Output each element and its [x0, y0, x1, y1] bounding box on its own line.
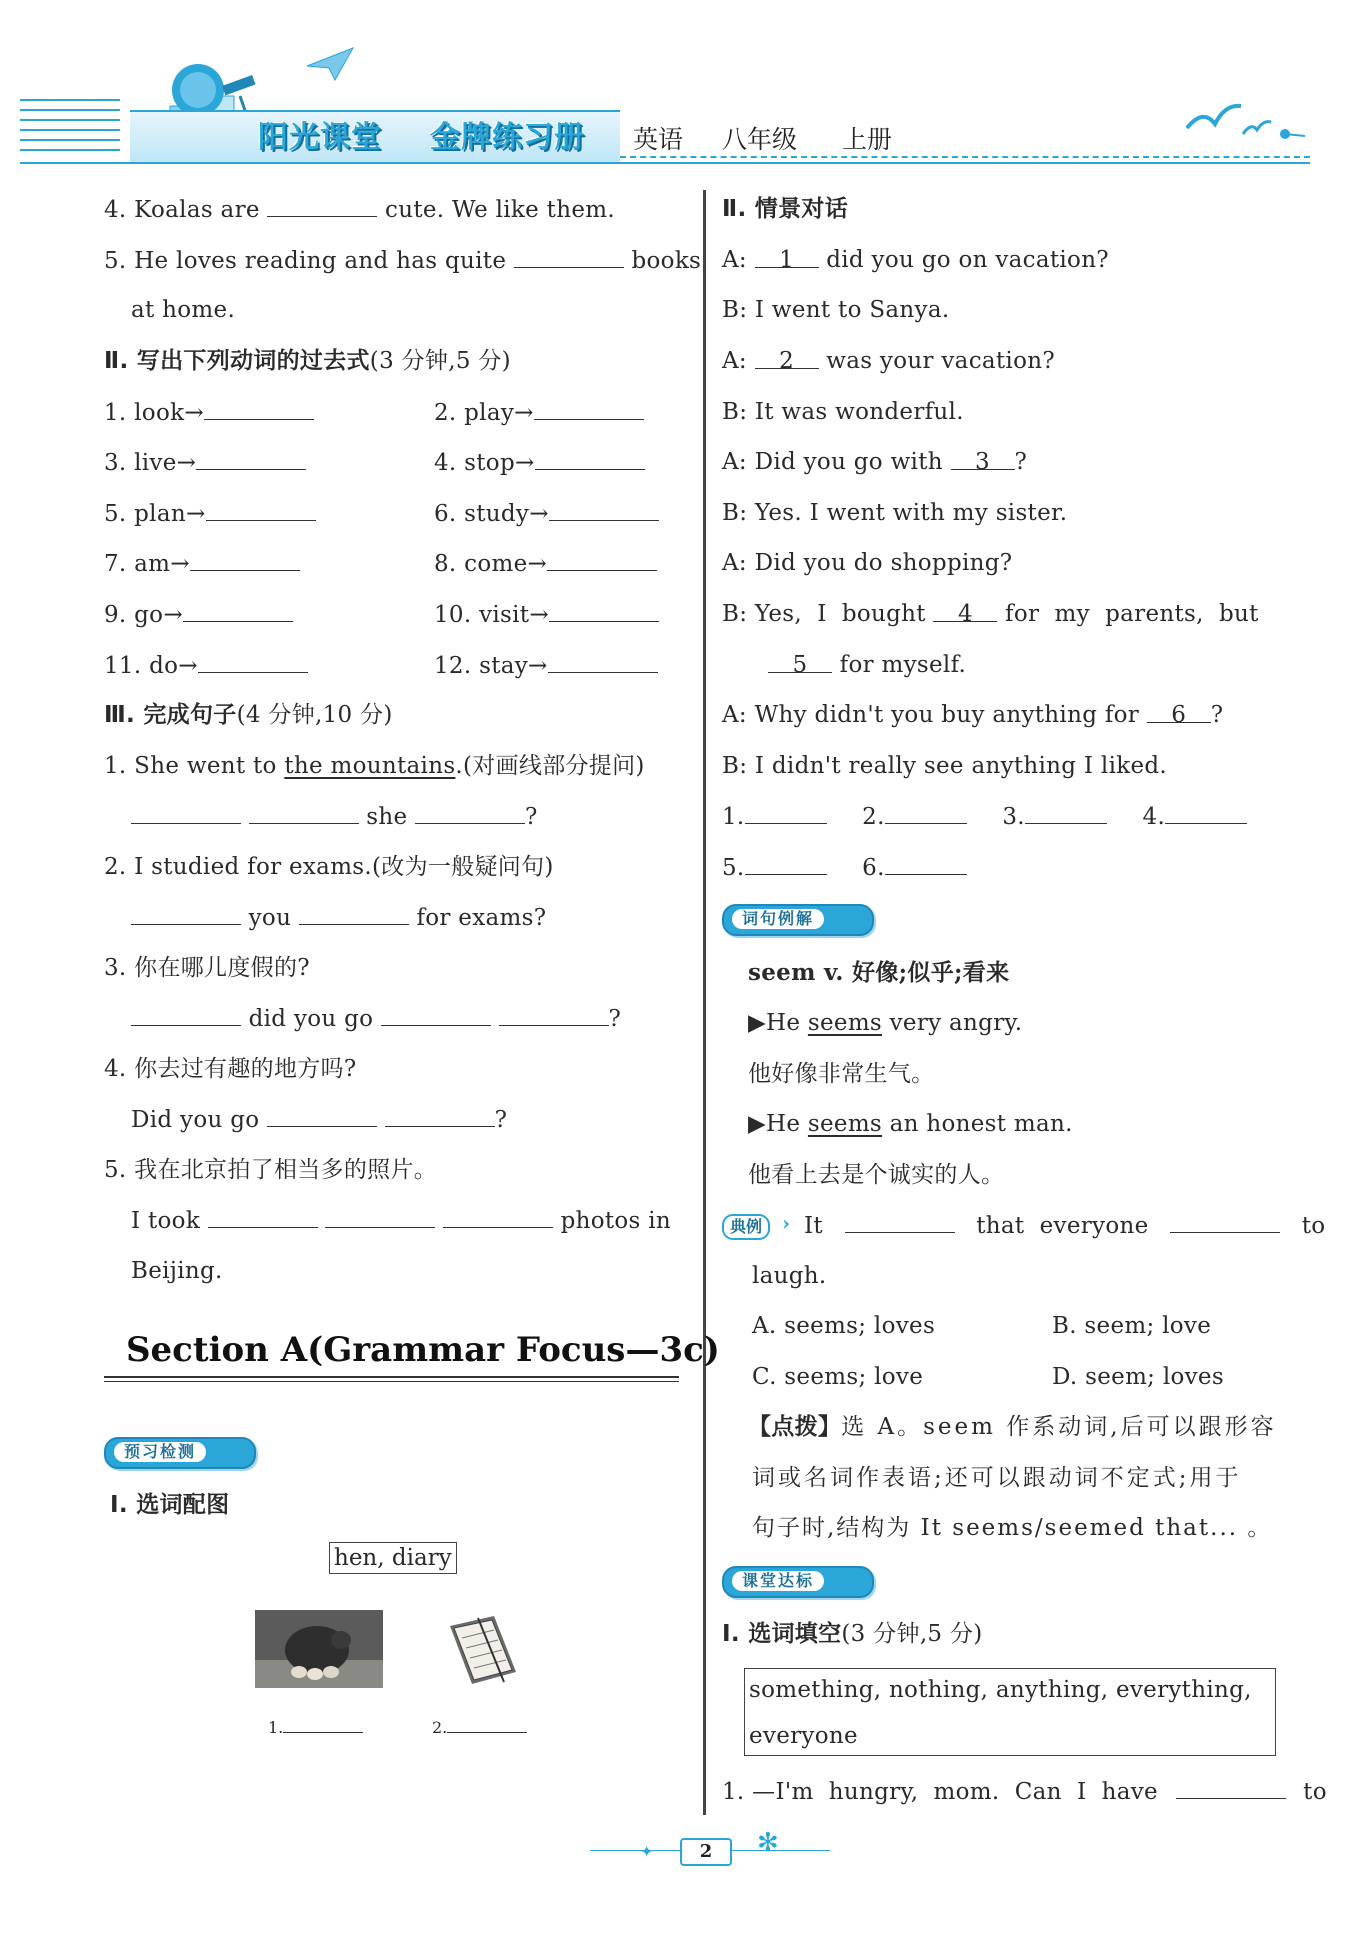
answer-label: 2. [862, 804, 885, 830]
verb-item [434, 599, 659, 630]
sentence-3: 3. 你在哪儿度假的? [104, 955, 310, 981]
dialog-text: was your vacation? [826, 348, 1055, 374]
speaker: B: [722, 753, 748, 779]
vocab-tag-label: 词句例解 [732, 909, 824, 929]
verb-item [104, 599, 293, 630]
answer-blank[interactable] [1165, 801, 1247, 824]
pic-label-1-text: 1. [268, 1718, 284, 1737]
pic-label-2-text: 2. [432, 1718, 448, 1737]
s1-blank-1[interactable] [131, 801, 241, 824]
picture-section-title [110, 1490, 229, 1520]
option-a[interactable]: A. seems; loves [752, 1313, 936, 1339]
verb-label: 9. go→ [104, 602, 183, 628]
play-arrow-icon: ▶ [748, 1010, 766, 1036]
sentence-4: 4. 你去过有趣的地方吗? [104, 1056, 357, 1082]
s5-blank-1[interactable] [208, 1205, 318, 1228]
word-bank-line-2: everyone [749, 1723, 858, 1749]
section-3-title: Ⅲ. 完成句子 [104, 702, 237, 728]
dialog-text: Did you do shopping? [754, 550, 1013, 576]
volume-label: 上册 [842, 125, 893, 154]
example-question-cont: laugh. [752, 1263, 827, 1289]
speaker: B: [722, 297, 748, 323]
answer-row-1 [722, 801, 1247, 832]
sentence-3-answer: did you go ? [131, 1003, 621, 1034]
class-tag-label: 课堂达标 [732, 1571, 824, 1591]
dialog-line [722, 751, 1167, 781]
s2-word: you [248, 905, 292, 931]
verb-label: 1. look→ [104, 400, 204, 426]
dialog-line [722, 245, 1109, 275]
option-b[interactable]: B. seem; love [1052, 1313, 1212, 1339]
s4-words: Did you go [131, 1107, 260, 1133]
s5-word: I took [131, 1208, 201, 1234]
speaker: A: [722, 348, 747, 374]
sentence-5-cont: Beijing. [131, 1258, 223, 1284]
s3-blank-3[interactable] [499, 1003, 609, 1026]
header-rule [20, 162, 1310, 164]
answer-blank[interactable] [1025, 801, 1107, 824]
q4-text: 4. Koalas are [104, 197, 260, 223]
play-arrow-icon: ▶ [748, 1111, 766, 1137]
verb-blank[interactable] [549, 599, 659, 622]
section-heading-rule [104, 1376, 679, 1378]
verb-item [434, 548, 657, 579]
sentence-5-answer [131, 1205, 671, 1236]
sentence-1 [104, 751, 645, 781]
ex2-text: He [766, 1111, 808, 1137]
verb-blank[interactable] [549, 498, 659, 521]
r-section-2-heading [722, 194, 848, 224]
answer-row-2 [722, 852, 967, 883]
ex1-text-end: very angry. [882, 1010, 1023, 1036]
fq1-text: 1. —I'm hungry, mom. Can I have [722, 1779, 1158, 1805]
verb-label: 7. am→ [104, 551, 190, 577]
word-box: hen, diary [329, 1542, 457, 1574]
dialog-blank-6[interactable]: 6 [1147, 700, 1211, 723]
dialog-line [722, 700, 1223, 730]
section-3-heading [104, 700, 393, 730]
verb-item [434, 650, 658, 681]
s2-blank-2[interactable] [299, 902, 409, 925]
brand-title-1: 阳光课堂 [258, 120, 382, 155]
q5-text-end: books [631, 248, 702, 274]
tip-line-1 [748, 1412, 1277, 1442]
pic-blank-2[interactable] [447, 1718, 527, 1733]
q5-text: 5. He loves reading and has quite [104, 248, 507, 274]
section-3-time: (4 分钟,10 分) [236, 702, 393, 728]
s1-word: she [366, 804, 408, 830]
verb-blank[interactable] [534, 397, 644, 420]
dialog-line [722, 498, 1067, 528]
speaker: A: [722, 550, 747, 576]
sparkle-icon: ✦ [640, 1842, 654, 1861]
seem-head: seem v. 好像;似乎;看来 [748, 959, 1010, 986]
dialog-text-end: ? [1014, 449, 1028, 475]
sentence-4-answer: Did you go ? [131, 1104, 507, 1135]
answer-blank[interactable] [745, 852, 827, 875]
tip-label: 【点拨】 [748, 1414, 842, 1440]
exercise-4 [104, 194, 615, 225]
s4-blank-1[interactable] [267, 1104, 377, 1127]
page-number: 2 [680, 1838, 732, 1866]
fill-question-1 [722, 1776, 1327, 1807]
dialog-line [722, 447, 1027, 477]
pic-title: Ⅰ. 选词配图 [110, 1492, 230, 1518]
r-section-1-title: Ⅰ. 选词填空 [722, 1621, 842, 1647]
pic-blank-1[interactable] [283, 1718, 363, 1733]
s5-word-end: photos in [560, 1208, 672, 1234]
ex1-text: He [766, 1010, 808, 1036]
example-1-cn: 他好像非常生气。 [748, 1061, 935, 1087]
ex2-underlined: seems [807, 1111, 883, 1137]
subject-label: 英语 [633, 125, 684, 154]
dialog-blank-3[interactable]: 3 [951, 447, 1015, 470]
dialog-text: for myself. [839, 652, 967, 678]
pic-label-2 [432, 1718, 527, 1737]
ex1-underlined: seems [807, 1010, 883, 1036]
option-d[interactable]: D. seem; loves [1052, 1364, 1224, 1390]
tip-text: 选 A。seem 作系动词,后可以跟形容 [841, 1414, 1277, 1440]
verb-blank[interactable] [198, 650, 308, 673]
verb-label: 6. study→ [434, 501, 549, 527]
verb-blank[interactable] [196, 447, 306, 470]
brand-title-2: 金牌练习册 [430, 120, 585, 155]
dialog-text-end: for my parents, but [1005, 601, 1259, 627]
verb-label: 11. do→ [104, 653, 198, 679]
fq1-text-end: to [1303, 1779, 1327, 1805]
answer-label: 6. [862, 855, 885, 881]
dialog-line [768, 650, 966, 680]
dialog-text: I went to Sanya. [754, 297, 950, 323]
exercise-5-cont: at home. [131, 297, 236, 323]
speaker: A: [722, 702, 747, 728]
sentence-2-answer [131, 902, 546, 933]
q4-text-end: cute. We like them. [385, 197, 615, 223]
verb-label: 10. visit→ [434, 602, 549, 628]
diary-picture [442, 1612, 522, 1690]
verb-item [434, 397, 644, 428]
word-bank-box [744, 1668, 1276, 1756]
dialog-blank-5[interactable]: 5 [768, 650, 832, 673]
tip-line-3: 句子时,结构为 It seems/seemed that... 。 [752, 1515, 1273, 1541]
verb-label: 3. live→ [104, 450, 197, 476]
verb-label: 5. plan→ [104, 501, 206, 527]
dialog-text: Yes, I bought [754, 601, 926, 627]
s2-word-end: for exams? [416, 905, 547, 931]
exq-blank-1[interactable] [845, 1210, 955, 1233]
example-2-en [748, 1109, 1073, 1139]
paper-plane-icon [305, 44, 355, 84]
section-heading: Section A(Grammar Focus—3c) [126, 1330, 720, 1370]
exq-text-end: to [1301, 1213, 1326, 1239]
speaker: A: [722, 449, 747, 475]
answer-label: 1. [722, 804, 745, 830]
sentence-5: 5. 我在北京拍了相当多的照片。 [104, 1157, 438, 1183]
speaker: A: [722, 247, 747, 273]
dialog-line [722, 397, 964, 427]
verb-label: 4. stop→ [434, 450, 535, 476]
exq-text-mid: that everyone [976, 1213, 1149, 1239]
q4-blank[interactable] [267, 194, 377, 217]
verb-blank[interactable] [183, 599, 293, 622]
verb-label: 2. play→ [434, 400, 534, 426]
dialog-line [722, 295, 949, 325]
verb-item [434, 498, 659, 529]
s4-blank-2[interactable] [385, 1104, 495, 1127]
answer-label: 5. [722, 855, 745, 881]
answer-blank[interactable] [885, 852, 967, 875]
r-section-2-title: Ⅱ. 情景对话 [722, 196, 848, 222]
word-bank-line-1: something, nothing, anything, everything, [749, 1677, 1252, 1703]
example-tag: 典例 [722, 1214, 770, 1240]
dialog-blank-1[interactable]: 1 [755, 245, 819, 268]
section-2-time: (3 分钟,5 分) [369, 348, 511, 374]
dialog-blank-2[interactable]: 2 [755, 346, 819, 369]
s1-blank-2[interactable] [249, 801, 359, 824]
section-heading-rule-2 [104, 1381, 679, 1382]
verb-label: 12. stay→ [434, 653, 548, 679]
verb-label: 8. come→ [434, 551, 548, 577]
answer-label: 3. [1002, 804, 1025, 830]
s5-blank-2[interactable] [325, 1205, 435, 1228]
column-divider [703, 190, 706, 1815]
pic-label-1 [268, 1718, 363, 1737]
verb-item [104, 498, 316, 529]
chevron-right-icon: › [782, 1211, 790, 1235]
speaker: B: [722, 399, 748, 425]
speaker: B: [722, 601, 748, 627]
s1-text: 1. She went to [104, 753, 285, 779]
verb-blank[interactable] [206, 498, 316, 521]
verb-blank[interactable] [535, 447, 645, 470]
example-question [804, 1210, 1325, 1241]
dialog-text: did you go on vacation? [826, 247, 1109, 273]
dialog-line [722, 599, 1259, 629]
s3-blank-1[interactable] [131, 1003, 241, 1026]
exercise-5 [104, 245, 701, 276]
verb-item [104, 447, 306, 478]
seem-definition [748, 958, 1009, 988]
birds-icon [1185, 98, 1305, 148]
verb-item [434, 447, 645, 478]
dialog-text: Yes. I went with my sister. [754, 500, 1068, 526]
dialog-text: I didn't really see anything I liked. [754, 753, 1168, 779]
speaker: B: [722, 500, 748, 526]
verb-item [104, 397, 314, 428]
preview-tag [104, 1437, 256, 1469]
exq-text: It [804, 1213, 823, 1239]
s3-blank-2[interactable] [381, 1003, 491, 1026]
s2-blank-1[interactable] [131, 902, 241, 925]
header-stripes [20, 92, 120, 162]
verb-blank[interactable] [204, 397, 314, 420]
s5-blank-3[interactable] [443, 1205, 553, 1228]
option-c[interactable]: C. seems; love [752, 1364, 924, 1390]
exq-blank-2[interactable] [1170, 1210, 1280, 1233]
dialog-text-end: ? [1210, 702, 1224, 728]
class-tag [722, 1566, 874, 1598]
dialog-line [722, 346, 1055, 376]
verb-blank[interactable] [548, 650, 658, 673]
dialog-text: Why didn't you buy anything for [754, 702, 1140, 728]
section-2-title: Ⅱ. 写出下列动词的过去式 [104, 348, 370, 374]
section-2-heading [104, 346, 511, 376]
sentence-1-answer: she ? [131, 801, 538, 832]
r-section-1-heading [722, 1619, 983, 1649]
example-2-cn: 他看上去是个诚实的人。 [748, 1162, 1005, 1188]
verb-blank[interactable] [547, 548, 657, 571]
s1-instruction: .(对画线部分提问) [455, 753, 645, 779]
s1-underlined: the mountains [284, 753, 456, 779]
hen-picture [255, 1610, 383, 1688]
preview-tag-label: 预习检测 [114, 1442, 206, 1462]
grade-label: 八年级 [722, 125, 798, 154]
s3-words: did you go [248, 1006, 374, 1032]
answer-blank[interactable] [885, 801, 967, 824]
verb-item [104, 650, 308, 681]
vocab-tag [722, 904, 874, 936]
answer-blank[interactable] [745, 801, 827, 824]
sentence-2: 2. I studied for exams.(改为一般疑问句) [104, 854, 554, 880]
dialog-text: It was wonderful. [754, 399, 964, 425]
fq1-blank[interactable] [1176, 1776, 1286, 1799]
r-section-1-time: (3 分钟,5 分) [841, 1621, 983, 1647]
answer-label: 4. [1142, 804, 1166, 830]
dialog-text: Did you go with [754, 449, 943, 475]
dialog-blank-4[interactable]: 4 [933, 599, 997, 622]
s1-blank-3[interactable] [415, 801, 525, 824]
dialog-line [722, 548, 1012, 578]
pinwheel-icon: ✻ [757, 1828, 779, 1858]
example-1-en [748, 1008, 1022, 1038]
header-dashed-rule [620, 156, 1310, 158]
ex2-text-end: an honest man. [882, 1111, 1073, 1137]
verb-blank[interactable] [190, 548, 300, 571]
q5-blank[interactable] [514, 245, 624, 268]
verb-item [104, 548, 300, 579]
tip-line-2: 词或名词作表语;还可以跟动词不定式;用于 [752, 1465, 1242, 1491]
